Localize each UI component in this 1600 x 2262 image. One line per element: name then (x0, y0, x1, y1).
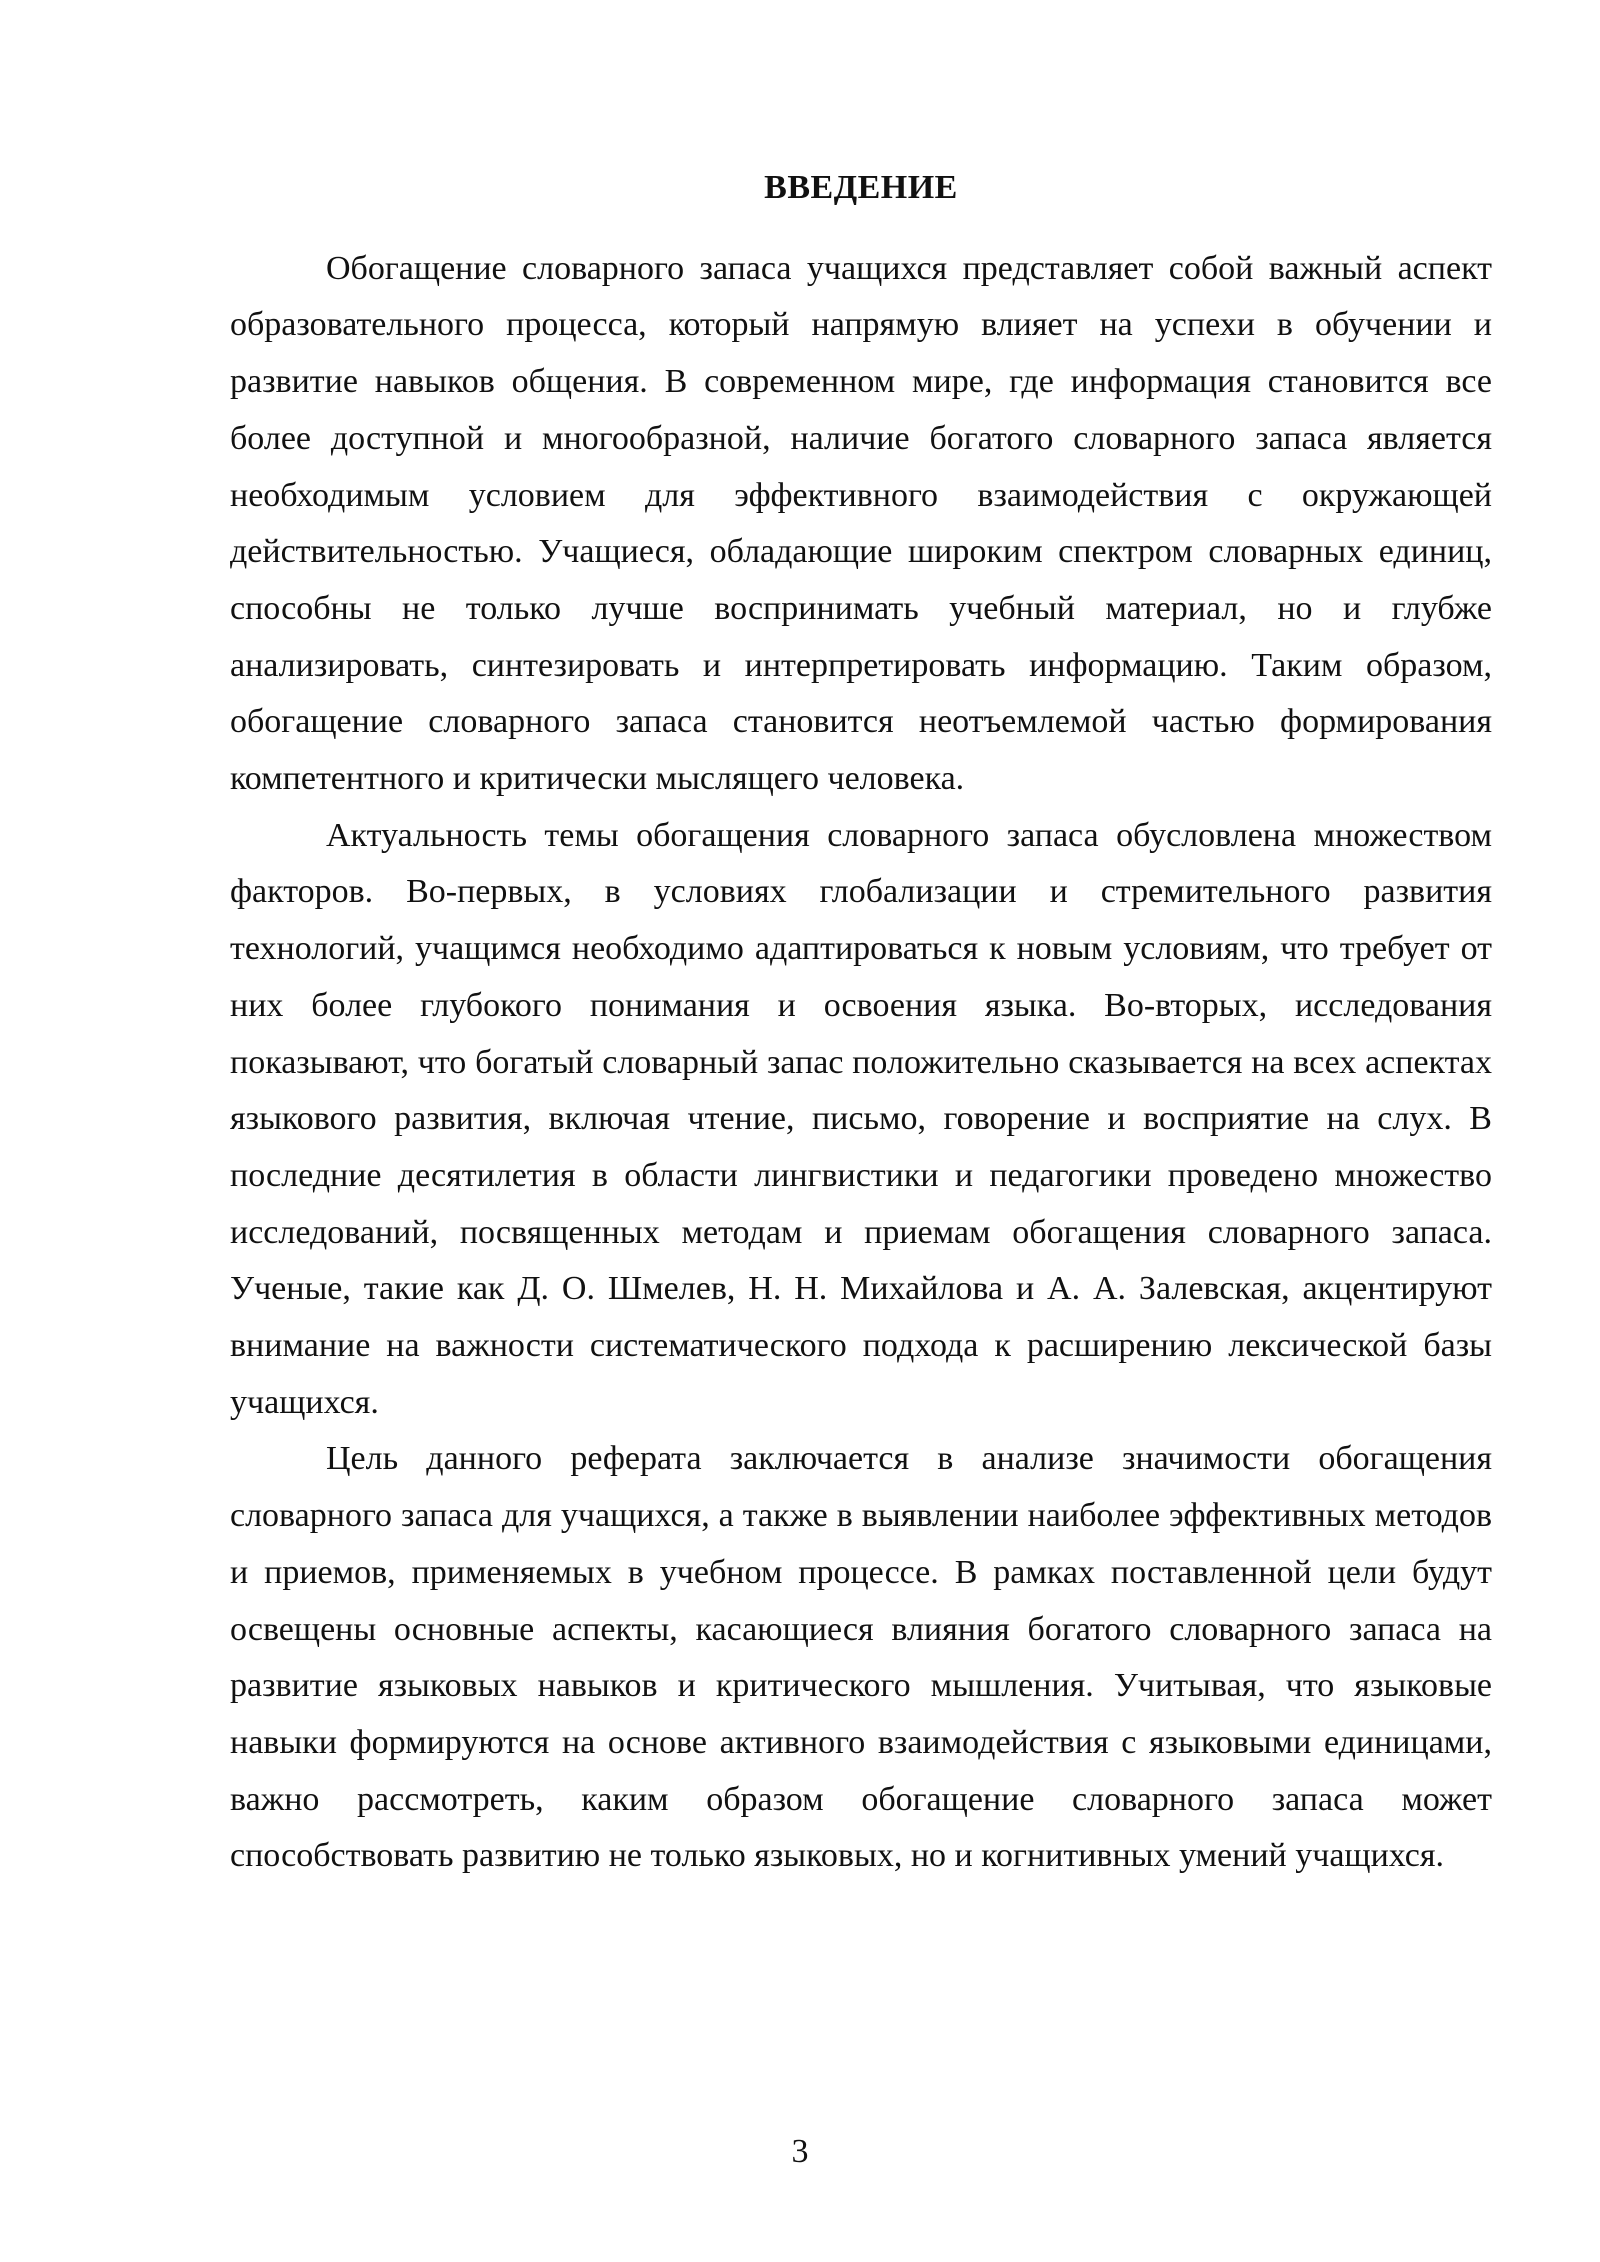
section-title: ВВЕДЕНИЕ (764, 169, 958, 206)
page-number: 3 (791, 2133, 809, 2170)
paragraph-1: Обогащение словарного запаса учащихся представляет собой важный аспект образовательного процесса, который напрямую влияет на успехи в обучении и развитие навыков общения. В современном мире, где информация становится все более доступной и многообразной, наличие богатого словарного запаса является необходимым условием для эффективного взаимодействия с окружающей действительностью. Учащиеся, обладающие широким спектром словарных единиц, способны не только лучше воспринимать учебный материал, но и глубже анализировать, синтезировать и интерпретировать информацию. Таким образом, обогащение словарного запаса становится неотъемлемой частью формирования компетентного и критически мыслящего человека. (230, 249, 1492, 798)
paragraph-3: Цель данного реферата заключается в анализе значимости обогащения словарного запаса для учащихся, а также в выявлении наиболее эффективных методов и приемов, применяемых в учебном процессе. В рамках поставленной цели будут освещены основные аспекты, касающиеся влияния богатого словарного запаса на развитие языковых навыков и критического мышления. Учитывая, что языковые навыки формируются на основе активного взаимодействия с языковыми единицами, важно рассмотреть, каким образом обогащение словарного запаса может способствовать развитию не только языковых, но и когнитивных умений учащихся. (230, 1440, 1492, 1875)
page-content (230, 160, 1492, 1885)
paragraph-2: Актуальность темы обогащения словарного запаса обусловлена множеством факторов. Во-первых, в условиях глобализации и стремительного развития технологий, учащимся необходимо адаптироваться к новым условиям, что требует от них более глубокого понимания и освоения языка. Во-вторых, исследования показывают, что богатый словарный запас положительно сказывается на всех аспектах языкового развития, включая чтение, письмо, говорение и восприятие на слух. В последние десятилетия в области лингвистики и педагогики проведено множество исследований, посвященных методам и приемам обогащения словарного запаса. Ученые, такие как Д. О. Шмелев, Н. Н. Михайлова и А. А. Залевская, акцентируют внимание на важности систематического подхода к расширению лексической базы учащихся. (230, 816, 1492, 1421)
